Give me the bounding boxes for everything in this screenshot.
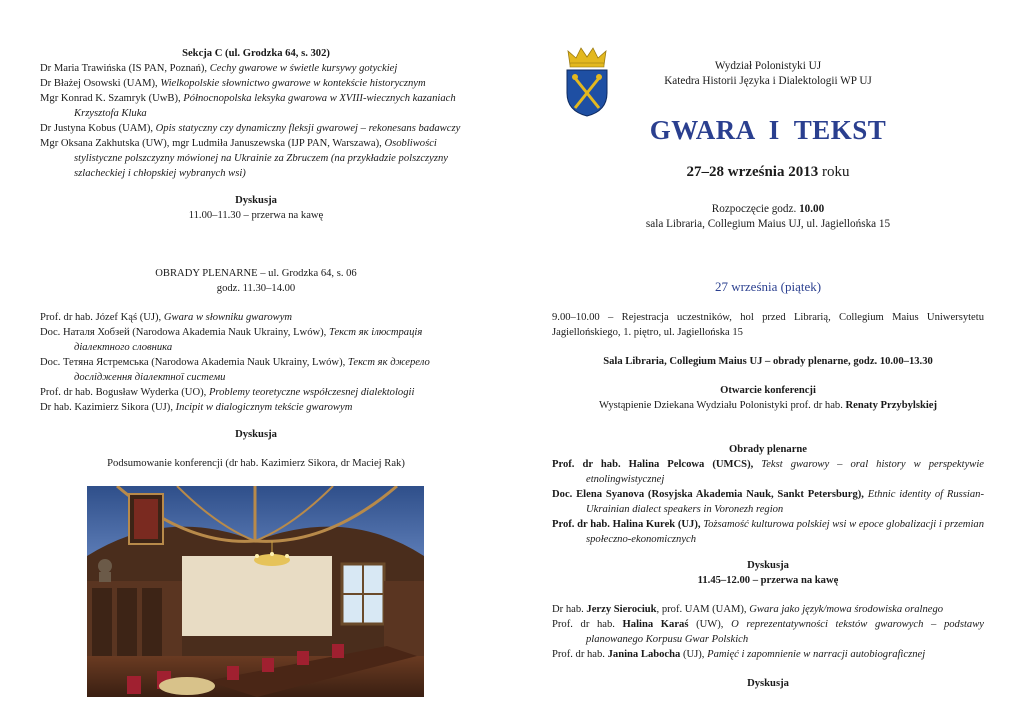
registration-info: 9.00–10.00 – Rejestracja uczestników, hol przed Librarią, Collegium Maius Uniwersytetu Jagiellońskiego, 1. piętro, ul. Jagiellońska 15 bbox=[552, 312, 984, 338]
day1-heading: 27 września (piątek) bbox=[714, 279, 822, 294]
discussion-label: Dyskusja bbox=[747, 560, 789, 571]
affiliation: (UJ), bbox=[680, 649, 708, 660]
speaker: Doc. Тетяна Ястремська (Narodowa Akademia Nauk Ukrainy, Lwów), bbox=[40, 357, 348, 368]
faculty-name: Wydział Polonistyki UJ bbox=[714, 60, 822, 72]
session2-item bbox=[552, 647, 984, 662]
libraria-hall-photo bbox=[87, 486, 424, 697]
plenary-item bbox=[40, 400, 480, 415]
plenary-item bbox=[40, 325, 480, 355]
start-label: Rozpoczęcie godz. bbox=[711, 203, 800, 215]
speaker: Prof. dr hab. Halina Kurek (UJ), bbox=[552, 519, 704, 530]
plenary-discussion: Dyskusja bbox=[235, 429, 277, 440]
speaker: Doc. Наталя Хобзей (Narodowa Akademia Nauk Ukrainy, Lwów), bbox=[40, 327, 329, 338]
speaker: Dr Justyna Kobus (UAM), bbox=[40, 123, 156, 134]
organizer-block bbox=[628, 59, 908, 89]
plenary-heading-right: Obrady plenarne bbox=[729, 444, 807, 455]
talk-title: Текст як джерело дослідження діалектної системи bbox=[74, 357, 430, 383]
affiliation: , prof. UAM (UAM), bbox=[656, 604, 750, 615]
opening-heading: Otwarcie konferencji bbox=[720, 385, 816, 396]
plenary-item bbox=[40, 310, 480, 325]
right-page bbox=[512, 0, 1024, 725]
opening-block bbox=[552, 383, 984, 413]
discussion-break-block bbox=[552, 558, 984, 588]
plenary-item bbox=[40, 385, 480, 400]
speaker: Doc. Elena Syanova (Rosyjska Akademia Nauk, Sankt Petersburg), bbox=[552, 489, 868, 500]
plenary-item bbox=[552, 487, 984, 517]
section-c-item bbox=[40, 61, 480, 76]
talk-title: Problemy teoretyczne współczesnej dialektologii bbox=[208, 387, 415, 398]
dates-main: 27–28 września 2013 bbox=[686, 164, 819, 180]
crest-svg bbox=[564, 45, 610, 117]
start-info bbox=[572, 202, 964, 232]
speaker: Mgr Oksana Zakhutska (UW), mgr Ludmiła Januszewska (IJP PAN, Warszawa), bbox=[40, 138, 385, 149]
plenary-list bbox=[40, 310, 480, 415]
talk-title: Północnopolska leksyka gwarowa w XVIII-wiecznych kazaniach Krzysztofa Kluka bbox=[74, 93, 456, 119]
talk-title: Tekst gwarowy – oral history w perspektywie etnolingwistycznej bbox=[586, 459, 984, 485]
talk-title: Opis statyczny czy dynamiczny fleksji gwarowej – rekonesans badawczy bbox=[155, 123, 461, 134]
plenary-item bbox=[552, 457, 984, 487]
talk-title: Ethnic identity of Russian-Ukrainian dialect speakers in Voronezh region bbox=[586, 489, 984, 515]
university-coat-of-arms-icon bbox=[564, 45, 610, 117]
coffee-break: 11.45–12.00 – przerwa na kawę bbox=[697, 575, 839, 586]
start-time: 10.00 bbox=[799, 203, 825, 215]
dates-suffix: roku bbox=[818, 164, 850, 180]
title-prefix: Dr hab. bbox=[552, 604, 587, 615]
libraria-hall-illustration bbox=[87, 486, 424, 697]
talk-title: Gwara w słowniku gwarowym bbox=[163, 312, 293, 323]
talk-title: Wielkopolskie słownictwo gwarowe w kontekście historycznym bbox=[160, 78, 426, 89]
opening-speech: Wystąpienie Dziekana Wydziału Polonistyki prof. dr hab. bbox=[598, 400, 846, 411]
title-prefix: Prof. dr hab. bbox=[552, 619, 623, 630]
talk-title: Gwara jako język/mowa środowiska oralnego bbox=[749, 604, 944, 615]
session2-item bbox=[552, 617, 984, 647]
conference-dates bbox=[592, 163, 944, 181]
section-c-heading: Sekcja C (ul. Grodzka 64, s. 302) bbox=[182, 48, 330, 59]
venue: sala Libraria, Collegium Maius UJ, ul. Jagiellońska 15 bbox=[645, 218, 891, 230]
speaker: Dr hab. Kazimierz Sikora (UJ), bbox=[40, 402, 176, 413]
affiliation: (UW), bbox=[688, 619, 732, 630]
talk-title: O reprezentatywności tekstów gwarowych – podstawy planowanego Korpusu Gwar Polskich bbox=[586, 619, 984, 645]
plenary-heading-block bbox=[40, 266, 472, 296]
talk-title: Incipit w dialogicznym tekście gwarowym bbox=[175, 402, 353, 413]
plenary-item bbox=[552, 517, 984, 547]
discussion-label-2: Dyskusja bbox=[747, 678, 789, 689]
speaker: Prof. dr hab. Józef Kąś (UJ), bbox=[40, 312, 164, 323]
section-c-list bbox=[40, 61, 480, 181]
plenary-item bbox=[40, 355, 480, 385]
title-prefix: Prof. dr hab. bbox=[552, 649, 608, 660]
speaker: Prof. dr hab. Halina Pelcowa (UMCS), bbox=[552, 459, 762, 470]
department-name: Katedra Historii Języka i Dialektologii WP UJ bbox=[664, 75, 872, 87]
talk-title: Osobliwości stylistyczne polszczyzny mówionej na Ukrainie za Zbruczem (na przykładzie polszczyzny szlacheckiej i chłopskiej wybranych wsi) bbox=[74, 138, 448, 179]
section-c-item bbox=[40, 76, 480, 91]
talk-title: Текст як ілюстрація діалектного словника bbox=[74, 327, 423, 353]
speaker: Prof. dr hab. Bogusław Wyderka (UO), bbox=[40, 387, 209, 398]
conference-title: GWARA I TEKST bbox=[649, 115, 887, 145]
speaker-name: Janina Labocha bbox=[607, 649, 681, 660]
session2-item bbox=[552, 602, 984, 617]
speaker: Dr Błażej Osowski (UAM), bbox=[40, 78, 161, 89]
section-c-item bbox=[40, 91, 480, 121]
plenary-time: godz. 11.30–14.00 bbox=[216, 283, 296, 294]
conference-summary: Podsumowanie konferencji (dr hab. Kazimierz Sikora, dr Maciej Rak) bbox=[107, 458, 405, 469]
coffee-break: 11.00–11.30 – przerwa na kawę bbox=[188, 210, 324, 221]
plenary-hall-info: Sala Libraria, Collegium Maius UJ – obrady plenarne, godz. 10.00–13.30 bbox=[603, 356, 933, 367]
talk-title: Pamięć i zapomnienie w narracji autobiograficznej bbox=[707, 649, 926, 660]
speaker-name: Jerzy Sierociuk bbox=[586, 604, 657, 615]
session2-list bbox=[552, 602, 984, 662]
dean-name: Renaty Przybylskiej bbox=[845, 400, 938, 411]
plenary-list-right bbox=[552, 457, 984, 547]
section-c-footer bbox=[40, 193, 472, 223]
section-c-item bbox=[40, 121, 480, 136]
talk-title: Tożsamość kulturowa polskiej wsi w epoce globalizacji i przemian społeczno-ekonomicznych bbox=[586, 519, 984, 545]
talk-title: Cechy gwarowe w świetle kursywy gotyckiej bbox=[209, 63, 398, 74]
section-c-item bbox=[40, 136, 480, 181]
speaker: Mgr Konrad K. Szamryk (UwB), bbox=[40, 93, 184, 104]
discussion-label: Dyskusja bbox=[235, 195, 277, 206]
plenary-heading: OBRADY PLENARNE – ul. Grodzka 64, s. 06 bbox=[155, 268, 357, 279]
speaker: Dr Maria Trawińska (IS PAN, Poznań), bbox=[40, 63, 210, 74]
speaker-name: Halina Karaś bbox=[622, 619, 689, 630]
